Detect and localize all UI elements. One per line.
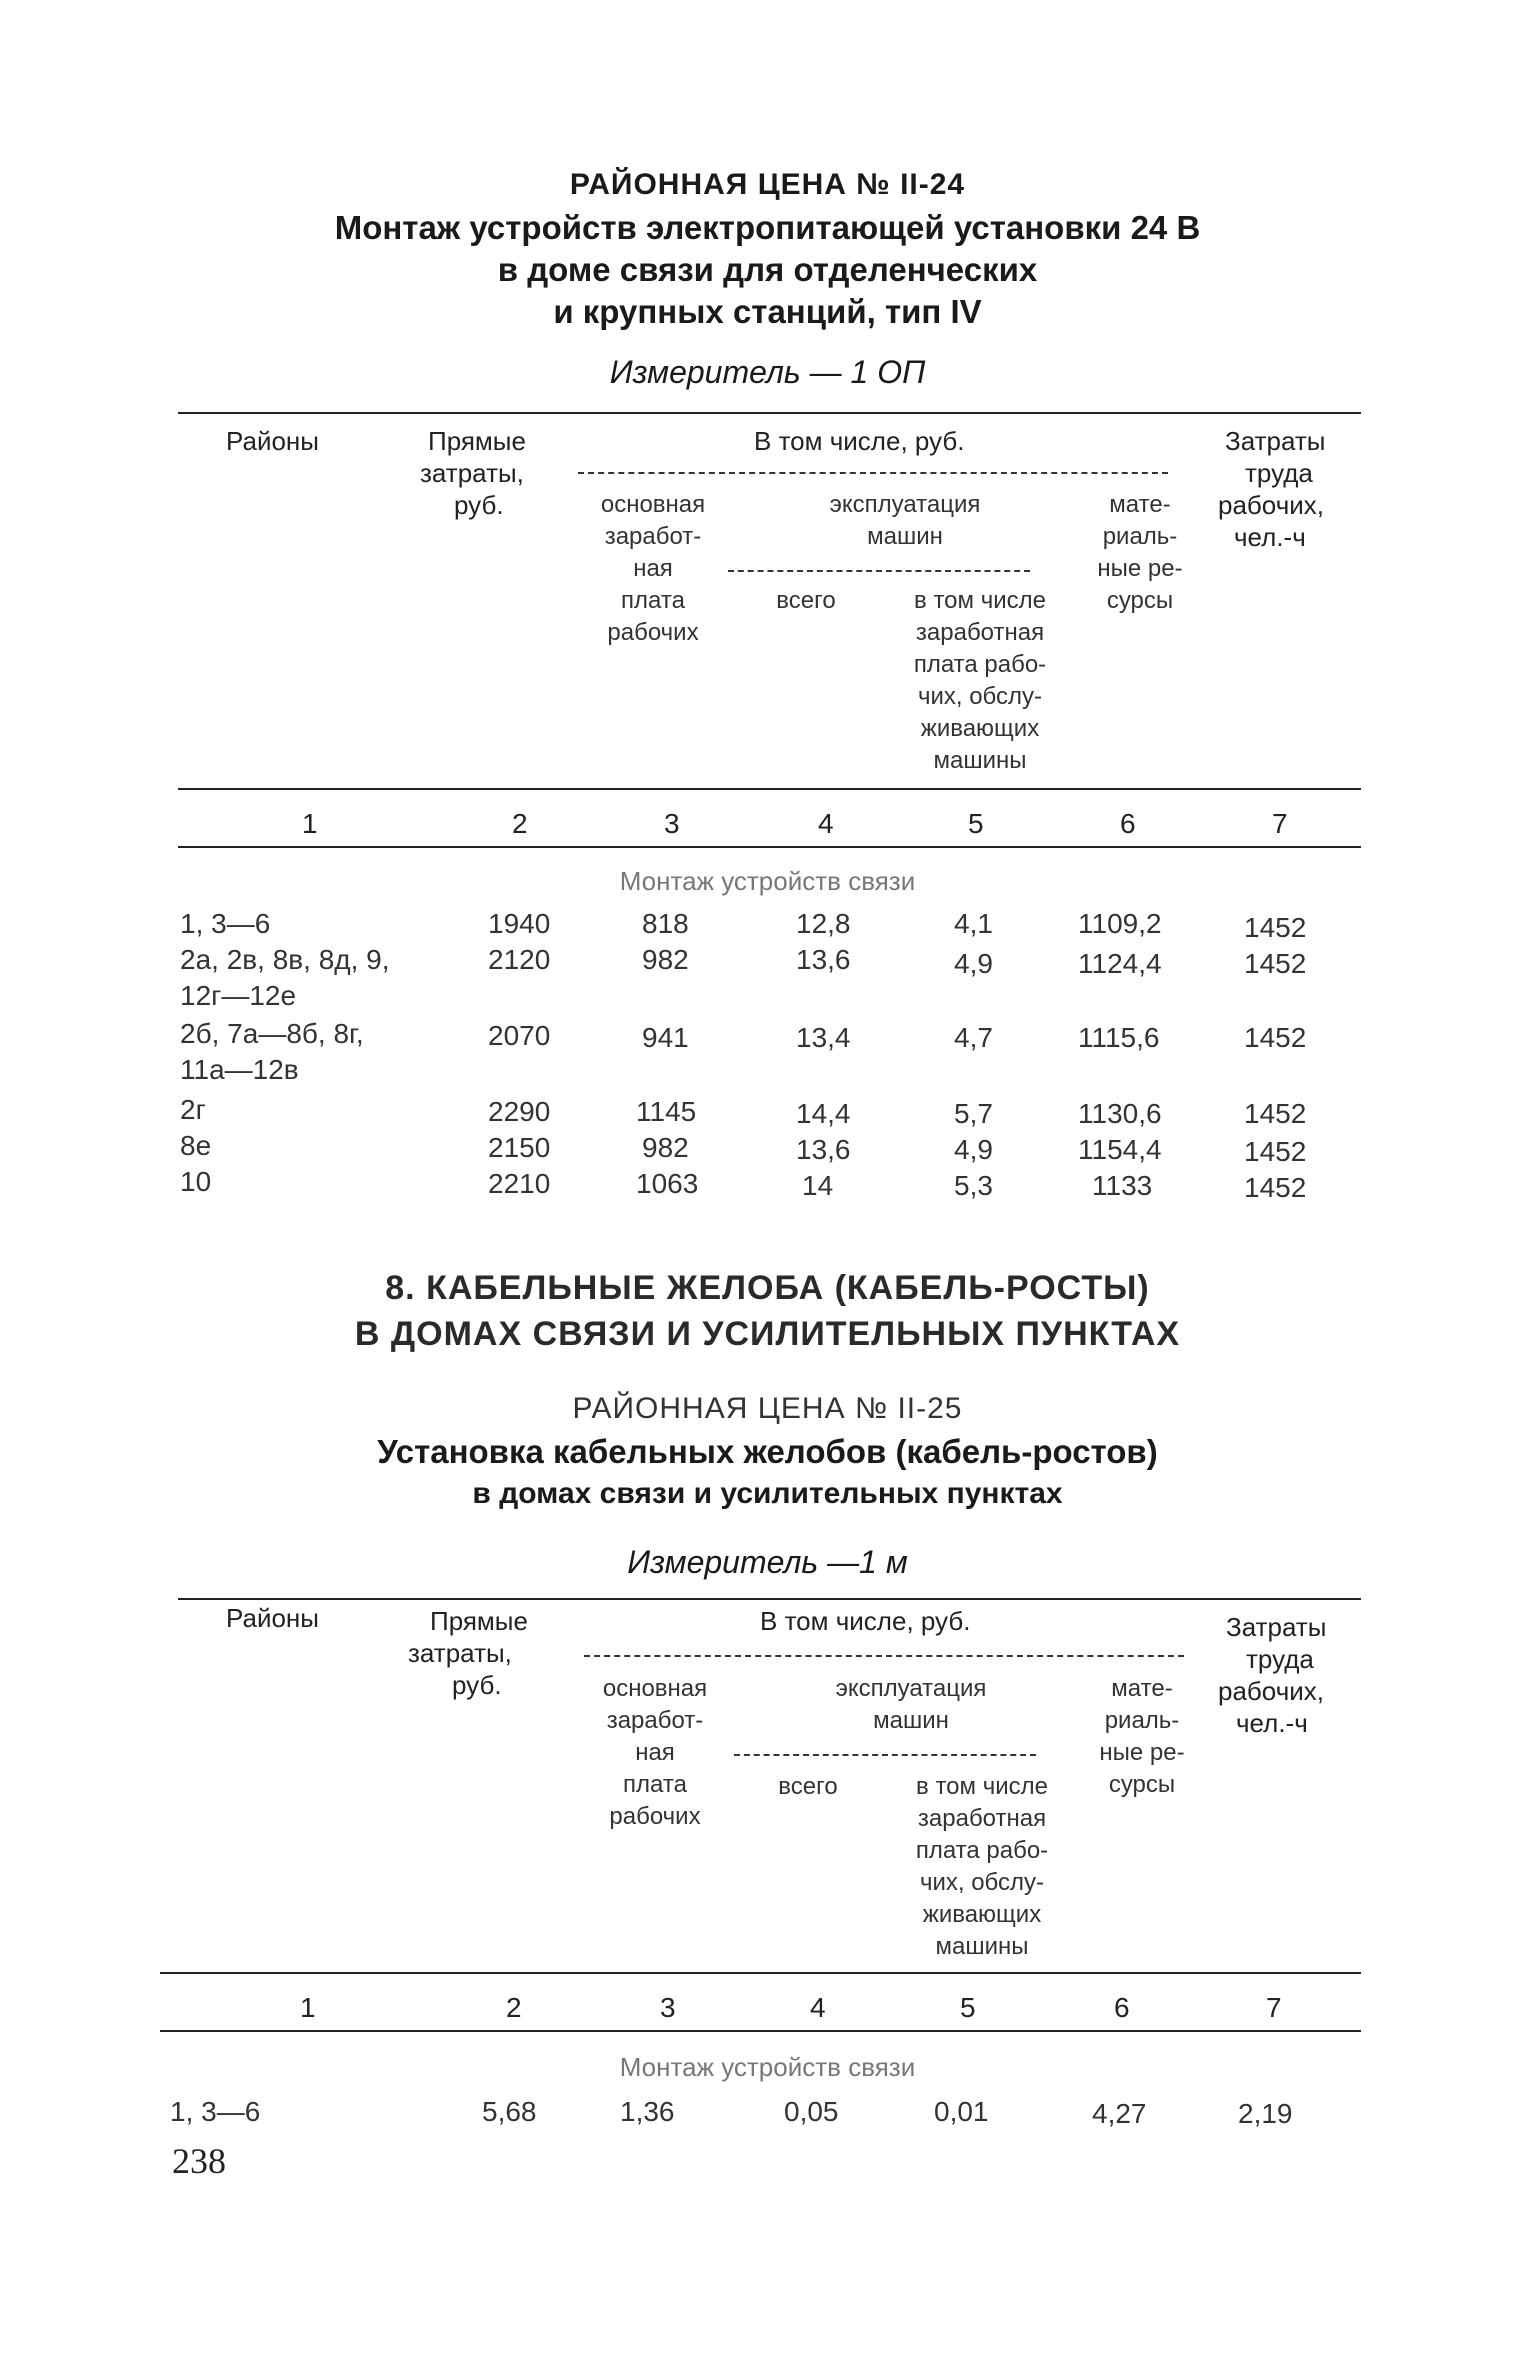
header-materials-4: сурсы (1106, 587, 1174, 614)
cell-operation: 13,4 (796, 1022, 851, 1053)
header-direct-3: руб. (452, 1670, 502, 1700)
col-number-1: 1 (302, 808, 318, 839)
header-incl-wage-3: плата рабо- (913, 651, 1047, 678)
header-operation-2: машин (867, 523, 943, 550)
header-direct-1: Прямые (428, 426, 526, 456)
header-wage-5: рабочих (609, 1803, 701, 1830)
header-labor-1: Затраты (1225, 426, 1326, 456)
row-region: 2а, 2в, 8в, 8д, 9, (180, 944, 390, 975)
cell-direct: 2150 (488, 1132, 551, 1163)
header-including: В том числе, руб. (760, 1606, 971, 1636)
cell-operation: 14,4 (796, 1098, 851, 1129)
header-operation-1: эксплуатация (835, 1675, 987, 1702)
cell-operation-wage: 4,9 (954, 1134, 993, 1165)
row-region: 2г (180, 1094, 206, 1125)
cell-operation-wage: 4,9 (954, 948, 993, 979)
cell-operation: 13,6 (796, 1134, 851, 1165)
col-number-6: 6 (1120, 808, 1136, 839)
cell-operation: 14 (802, 1170, 834, 1201)
header-incl-wage-6: машины (935, 1933, 1029, 1960)
cell-direct: 1940 (488, 908, 551, 939)
cell-materials: 1109,2 (1078, 908, 1162, 939)
header-incl-wage-5: живающих (920, 715, 1040, 742)
header-incl-wage-3: плата рабо- (915, 1837, 1049, 1864)
col-number-3: 3 (664, 808, 680, 839)
work-title-1-line-1: Монтаж устройств электропитающей установки 24 В (334, 209, 1201, 246)
measure-unit-2: Измеритель —1 м (627, 1544, 908, 1580)
section-heading-line-2: В ДОМАХ СВЯЗИ И УСИЛИТЕЛЬНЫХ ПУНКТАХ (354, 1315, 1181, 1353)
col-number-4: 4 (818, 808, 834, 839)
cell-operation: 12,8 (796, 908, 851, 939)
header-wage-5: рабочих (607, 619, 699, 646)
cell-operation: 13,6 (796, 944, 851, 975)
table-1-subtitle: Монтаж устройств связи (619, 866, 916, 896)
header-bottom-rule (160, 1972, 1361, 1974)
header-incl-wage-1: в том числе (914, 587, 1046, 614)
row-region: 8е (180, 1130, 212, 1161)
header-labor-1: Затраты (1226, 1612, 1327, 1642)
header-materials-3: ные ре- (1097, 555, 1183, 582)
cell-labor: 1452 (1244, 948, 1307, 979)
header-materials-1: мате- (1111, 1675, 1173, 1702)
header-wage-2: заработ- (604, 523, 702, 550)
cell-wage: 982 (642, 944, 689, 975)
cell-materials: 1124,4 (1078, 948, 1162, 979)
cell-labor: 1452 (1244, 1022, 1307, 1053)
work-title-1-line-3: и крупных станций, тип IV (553, 293, 982, 330)
cell-operation-wage: 4,1 (954, 908, 993, 939)
cell-materials: 1154,4 (1078, 1134, 1162, 1165)
header-dash-rule (584, 1655, 1184, 1657)
header-labor-3: рабочих, (1218, 490, 1324, 520)
header-dash-rule (578, 472, 1168, 474)
cell-labor: 1452 (1244, 1172, 1307, 1203)
cell-operation-wage: 5,7 (954, 1098, 993, 1129)
work-title-2-line-1: Установка кабельных желобов (кабель-ростов) (377, 1433, 1158, 1470)
row-region: 1, 3—6 (180, 908, 271, 939)
cell-direct: 2210 (488, 1168, 551, 1199)
header-wage-1: основная (602, 1675, 708, 1702)
cell-labor: 1452 (1244, 912, 1307, 943)
row-region: 2б, 7а—8б, 8г, (180, 1018, 364, 1049)
cell-wage: 818 (642, 908, 689, 939)
header-incl-wage-4: чих, обслу- (919, 1869, 1045, 1896)
header-labor-3: рабочих, (1218, 1676, 1324, 1706)
cell-materials: 1133 (1092, 1170, 1153, 1201)
header-materials-4: сурсы (1108, 1771, 1176, 1798)
header-direct-2: затраты, (408, 1638, 512, 1668)
header-materials-2: риаль- (1104, 1707, 1180, 1734)
price-title-1: РАЙОННАЯ ЦЕНА № II-24 (569, 168, 966, 201)
header-wage-1: основная (600, 491, 706, 518)
header-operation-2: машин (873, 1707, 949, 1734)
header-wage-3: ная (633, 555, 673, 582)
section-heading-line-1: 8. КАБЕЛЬНЫЕ ЖЕЛОБА (КАБЕЛЬ-РОСТЫ) (385, 1269, 1150, 1307)
header-direct-3: руб. (454, 490, 504, 520)
cell-wage: 1063 (636, 1168, 699, 1199)
header-bottom-rule (178, 788, 1361, 790)
header-direct-2: затраты, (420, 458, 524, 488)
cell-materials: 1115,6 (1078, 1022, 1160, 1053)
header-operation-rule (728, 570, 1030, 572)
col-number-2: 2 (512, 808, 528, 839)
col-number-5: 5 (968, 808, 984, 839)
header-labor-4: чел.-ч (1236, 1708, 1308, 1738)
col-number-7: 7 (1272, 808, 1288, 839)
header-materials-1: мате- (1109, 491, 1171, 518)
header-operation-rule (734, 1754, 1036, 1756)
col-number-7: 7 (1266, 1992, 1282, 2023)
header-direct-1: Прямые (430, 1606, 528, 1636)
cell-operation-wage: 4,7 (954, 1022, 993, 1053)
cell-direct: 2120 (488, 944, 551, 975)
col-number-6: 6 (1114, 1992, 1130, 2023)
header-wage-2: заработ- (606, 1707, 704, 1734)
cell-direct: 5,68 (482, 2096, 537, 2127)
cell-labor: 1452 (1244, 1098, 1307, 1129)
header-incl-wage-2: заработная (917, 1805, 1047, 1832)
header-labor-2: труда (1246, 1644, 1314, 1674)
header-total: всего (776, 587, 836, 614)
header-wage-3: ная (635, 1739, 675, 1766)
header-incl-wage-4: чих, обслу- (917, 683, 1043, 710)
header-labor-2: труда (1245, 458, 1313, 488)
header-incl-wage-2: заработная (915, 619, 1045, 646)
header-materials-2: риаль- (1102, 523, 1178, 550)
header-wage-4: плата (621, 587, 685, 614)
cell-direct: 2290 (488, 1096, 551, 1127)
header-regions: Районы (226, 426, 319, 456)
cell-direct: 2070 (488, 1020, 551, 1051)
row-region-cont: 11а—12в (180, 1054, 299, 1085)
header-operation-1: эксплуатация (829, 491, 981, 518)
measure-unit-1: Измеритель — 1 ОП (609, 354, 926, 390)
header-wage-4: плата (623, 1771, 687, 1798)
header-regions: Районы (226, 1603, 319, 1633)
header-labor-4: чел.-ч (1234, 522, 1306, 552)
price-title-2: РАЙОННАЯ ЦЕНА № II-25 (572, 1392, 963, 1425)
header-incl-wage-1: в том числе (916, 1773, 1048, 1800)
row-region-cont: 12г—12е (180, 980, 297, 1011)
cell-labor: 1452 (1244, 1136, 1307, 1167)
cell-operation-wage: 5,3 (954, 1170, 993, 1201)
cell-operation: 0,05 (784, 2096, 839, 2127)
row-region: 10 (180, 1166, 212, 1197)
header-total: всего (778, 1773, 838, 1800)
cell-wage: 941 (642, 1022, 689, 1053)
header-incl-wage-6: машины (933, 747, 1027, 774)
table-top-rule (178, 412, 1361, 414)
cell-wage: 1145 (636, 1096, 697, 1127)
table-top-rule (178, 1598, 1361, 1600)
header-including: В том числе, руб. (754, 426, 965, 456)
cell-wage: 982 (642, 1132, 689, 1163)
row-region: 1, 3—6 (170, 2096, 261, 2127)
cell-wage: 1,36 (620, 2096, 675, 2127)
cell-materials: 1130,6 (1078, 1098, 1162, 1129)
header-incl-wage-5: живающих (922, 1901, 1042, 1928)
col-number-1: 1 (300, 1992, 316, 2023)
col-number-3: 3 (660, 1992, 676, 2023)
cell-materials: 4,27 (1092, 2098, 1147, 2129)
table-2-subtitle: Монтаж устройств связи (619, 2052, 916, 2082)
header-materials-3: ные ре- (1099, 1739, 1185, 1766)
cell-operation-wage: 0,01 (934, 2096, 989, 2127)
work-title-1-line-2: в доме связи для отделенческих (497, 251, 1038, 288)
work-title-2-line-2: в домах связи и усилительных пунктах (472, 1477, 1063, 1510)
numbers-bottom-rule (178, 846, 1361, 848)
numbers-bottom-rule (160, 2030, 1361, 2032)
col-number-5: 5 (960, 1992, 976, 2023)
page-number: 238 (172, 2141, 226, 2181)
cell-labor: 2,19 (1238, 2098, 1293, 2129)
col-number-2: 2 (506, 1992, 522, 2023)
col-number-4: 4 (810, 1992, 826, 2023)
